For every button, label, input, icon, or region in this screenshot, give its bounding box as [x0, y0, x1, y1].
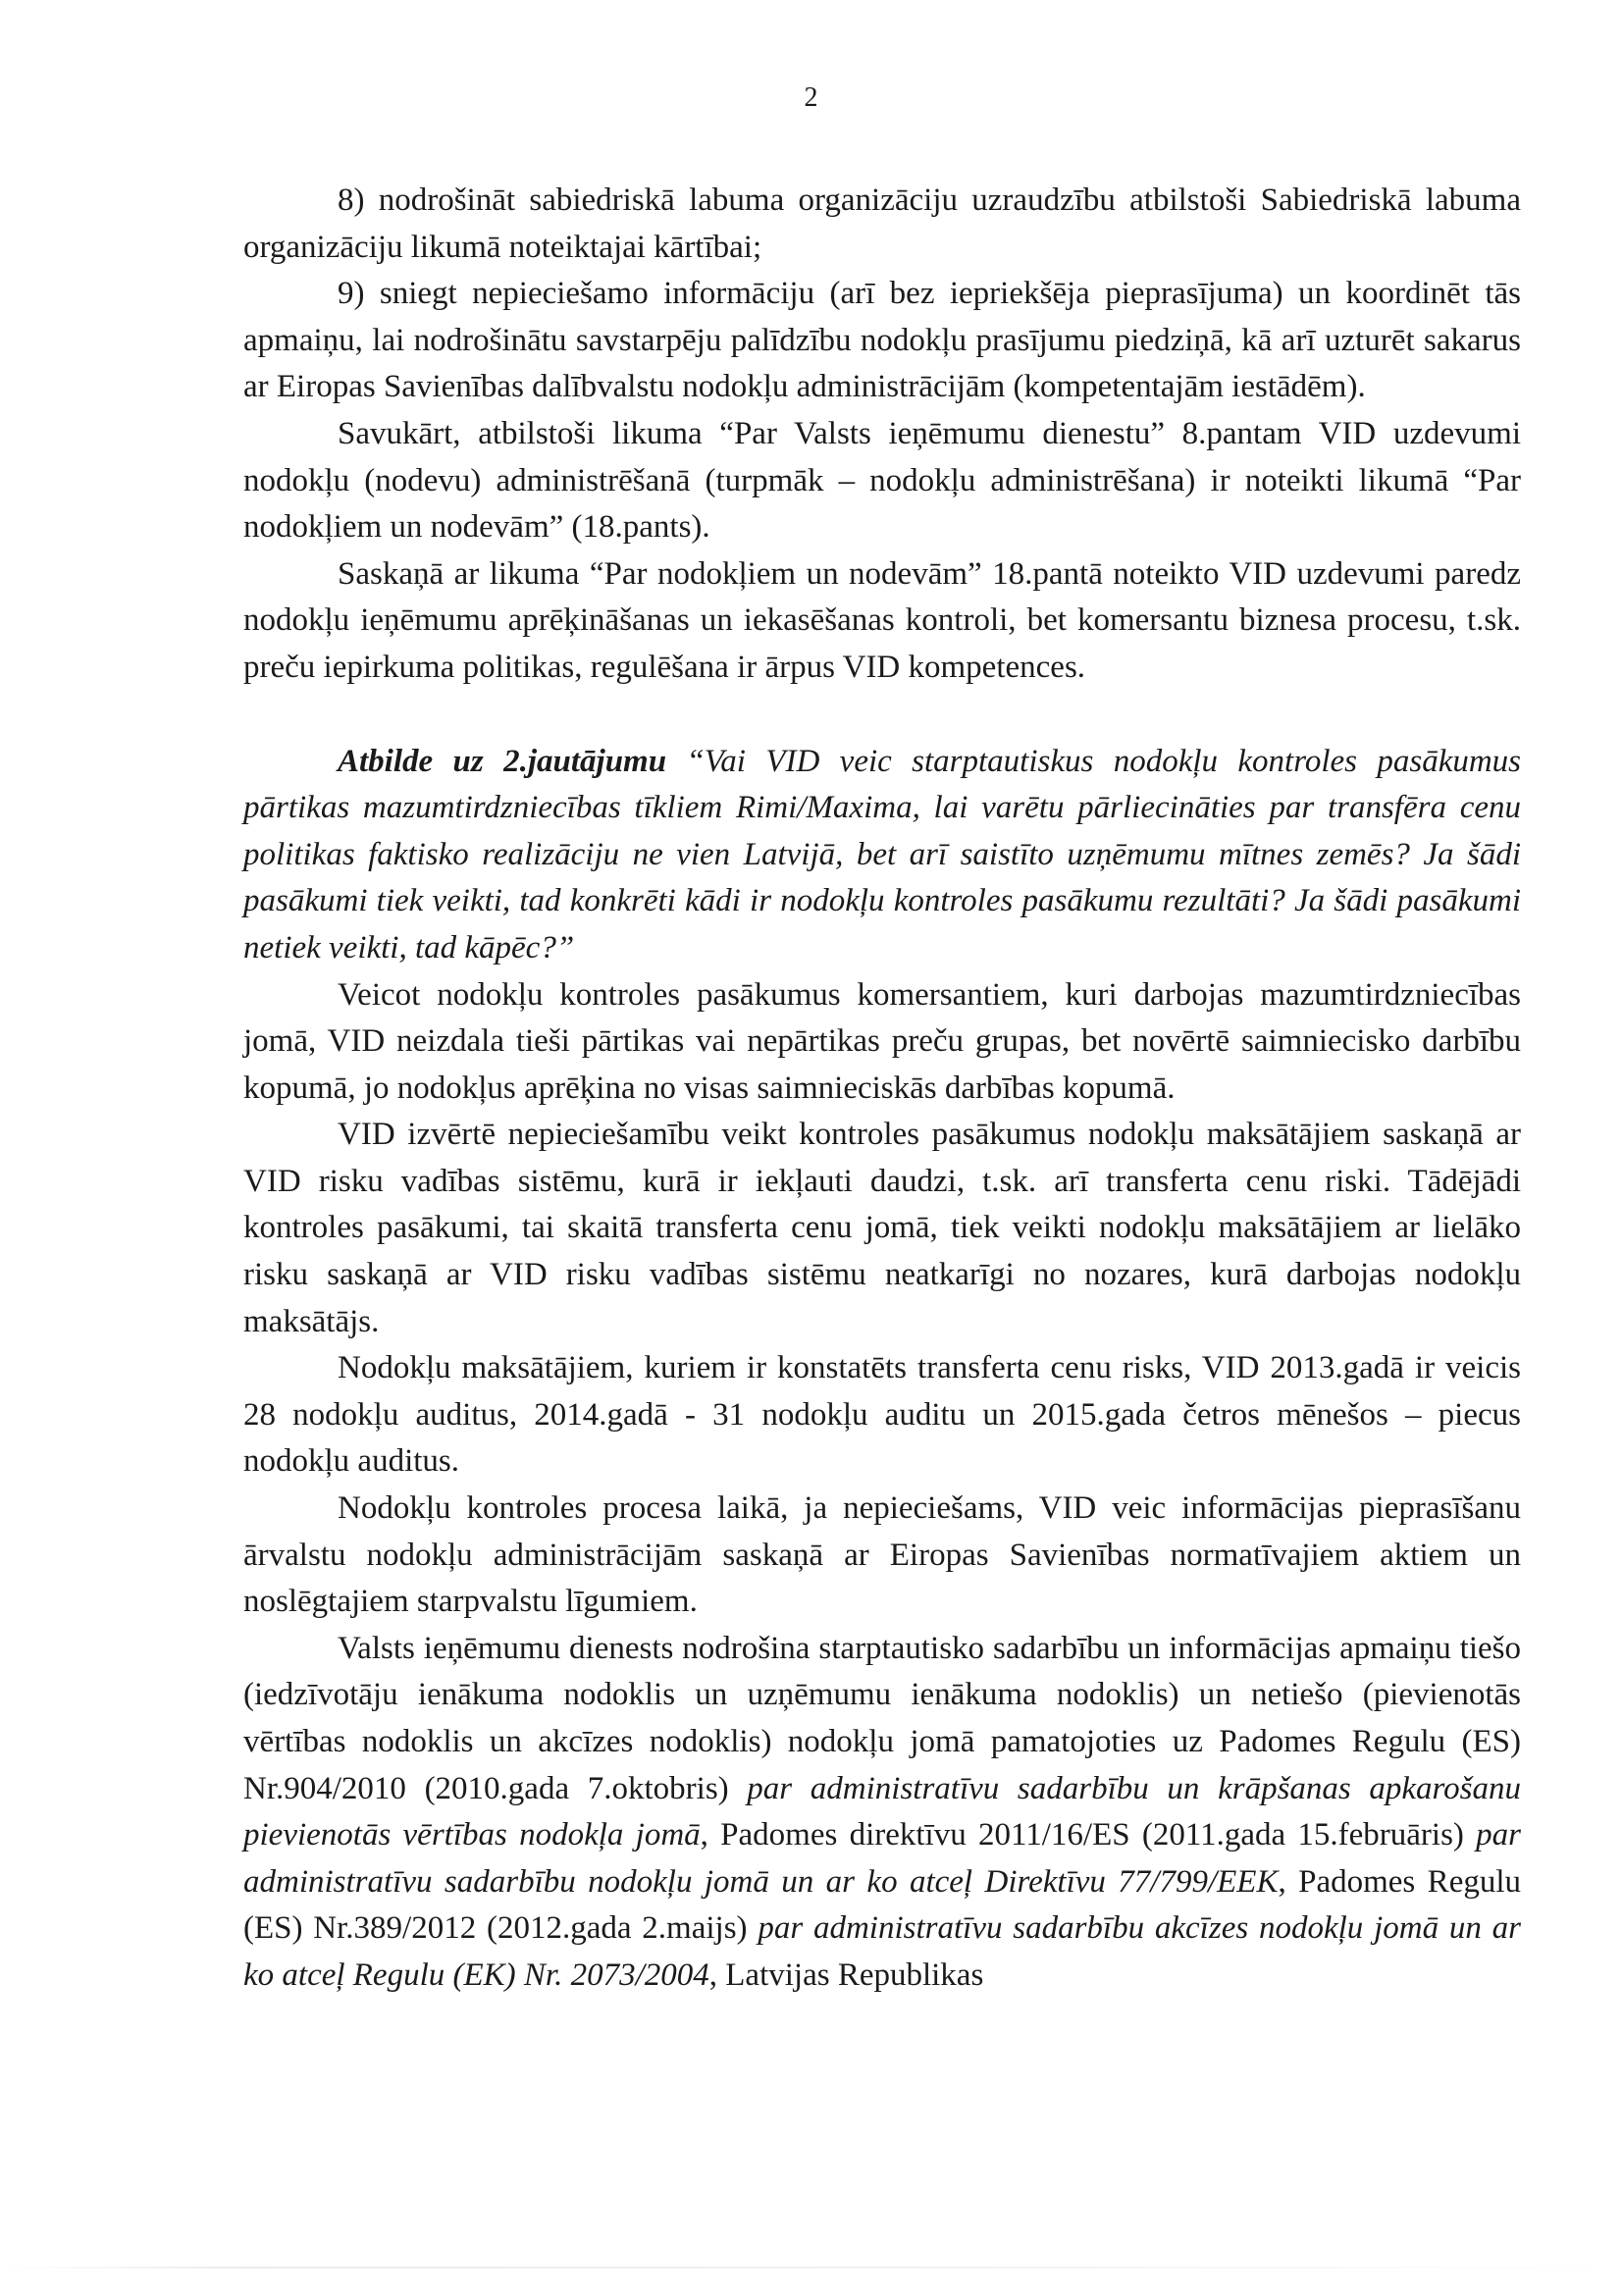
answer-question-paragraph [243, 739, 1521, 972]
answer-heading: Atbilde uz 2.jautājumu [338, 743, 667, 779]
paragraph-answer-3: Nodokļu maksātājiem, kuriem ir konstatēts transferta cenu risks, VID 2013.gadā ir veicis 28 nodokļu auditus, 2014.gadā - 31 nodokļu auditu un 2015.gada četros mēnešos – piecus nodokļu auditus. [243, 1350, 1521, 1480]
text-segment: , Padomes direktīvu 2011/16/ES (2011.gada 15.februāris) [700, 1817, 1477, 1853]
question-text: “Vai VID veic starptautiskus nodokļu kontroles pasākumus pārtikas mazumtirdzniecības tīkliem Rimi/Maxima, lai varētu pārliecināties par transfēra cenu politikas faktisko realizāciju ne vien Latvijā, bet arī saistīto uzņēmumu mītnes zemēs? Ja šādi pasākumi tiek veikti, tad konkrēti kādi ir nodokļu kontroles pasākumu rezultāti? Ja šādi pasākumi netiek veikti, tad kāpēc?” [243, 743, 1522, 965]
scan-artifact-line [0, 2267, 1622, 2269]
paragraph-answer-2: VID izvērtē nepieciešamību veikt kontroles pasākumus nodokļu maksātājiem saskaņā ar VID risku vadības sistēmu, kurā ir iekļauti daudzi, t.sk. arī transferta cenu riski. Tādējādi kontroles pasākumi, tai skaitā transferta cenu jomā, tiek veikti nodokļu maksātājiem ar lielāko risku saskaņā ar VID risku vadības sistēmu neatkarīgi no nozares, kurā darbojas nodokļu maksātājs. [243, 1117, 1521, 1339]
regulation-title: par administratīvu sadarbību un krāpšanas apkarošanu pievienotās vērtības nodokļa jomā [243, 1770, 1522, 1853]
regulation-title: par administratīvu sadarbību akcīzes nodokļu jomā un ar ko atceļ Regulu (EK) Nr. 2073/2004 [243, 1910, 1521, 1993]
paragraph-answer-1: Veicot nodokļu kontroles pasākumus komersantiem, kuri darbojas mazumtirdzniecības jomā, VID neizdala tieši pārtikas vai nepārtikas preču grupas, bet novērtē saimniecisko darbību kopumā, jo nodokļus aprēķina no visas saimnieciskās darbības kopumā. [243, 976, 1521, 1106]
paragraph-item-8: 8) nodrošināt sabiedriskā labuma organizāciju uzraudzību atbilstoši Sabiedriskā labuma organizāciju likumā noteiktajai kārtībai; [243, 183, 1521, 265]
text-segment: Valsts ieņēmumu dienests nodrošina starptautisko sadarbību un informācijas apmaiņu tiešo (iedzīvotāju ienākuma nodoklis un uzņēmumu ienākuma nodoklis) un netiešo (pievienotās vērtības nodoklis un akcīzes nodoklis) nodokļu jomā pamatojoties uz Padomes Regulu (ES) Nr.904/2010 (2010.gada 7.oktobris) [243, 1630, 1521, 1806]
paragraph-tax-law: Saskaņā ar likuma “Par nodokļiem un nodevām” 18.pantā noteikto VID uzdevumi paredz nodokļu ieņēmumu aprēķināšanas un iekasēšanas kontroli, bet komersantu biznesa procesu, t.sk. preču iepirkuma politikas, regulēšana ir ārpus VID kompetences. [243, 555, 1521, 685]
text-segment: , Latvijas Republikas [708, 1957, 984, 1993]
text-segment: , Padomes Regulu (ES) Nr.389/2012 (2012.gada 2.maijs) [243, 1863, 1522, 1947]
paragraph-vid-law: Savukārt, atbilstoši likuma “Par Valsts ieņēmumu dienestu” 8.pantam VID uzdevumi nodokļu (nodevu) administrēšanā (turpmāk – nodokļu administrēšana) ir noteikti likumā “Par nodokļiem un nodevām” (18.pants). [243, 415, 1521, 546]
document-body [243, 178, 1521, 2000]
page-number: 2 [804, 82, 818, 113]
paragraph-item-9: 9) sniegt nepieciešamo informāciju (arī bez iepriekšēja pieprasījuma) un koordinēt tās apmaiņu, lai nodrošinātu savstarpēju palīdzību nodokļu prasījumu piedziņā, kā arī uzturēt sakarus ar Eiropas Savienības dalībvalstu nodokļu administrācijām (kompetentajām iestādēm). [243, 276, 1521, 405]
directive-title: par administratīvu sadarbību nodokļu jomā un ar ko atceļ Direktīvu 77/799/EEK [243, 1817, 1521, 1900]
paragraph-international-cooperation [243, 1626, 1521, 2000]
paragraph-answer-4: Nodokļu kontroles procesa laikā, ja nepieciešams, VID veic informācijas pieprasīšanu ārvalstu nodokļu administrācijām saskaņā ar Eiropas Savienības normatīvajiem aktiem un noslēgtajiem starpvalstu līgumiem. [243, 1490, 1521, 1620]
